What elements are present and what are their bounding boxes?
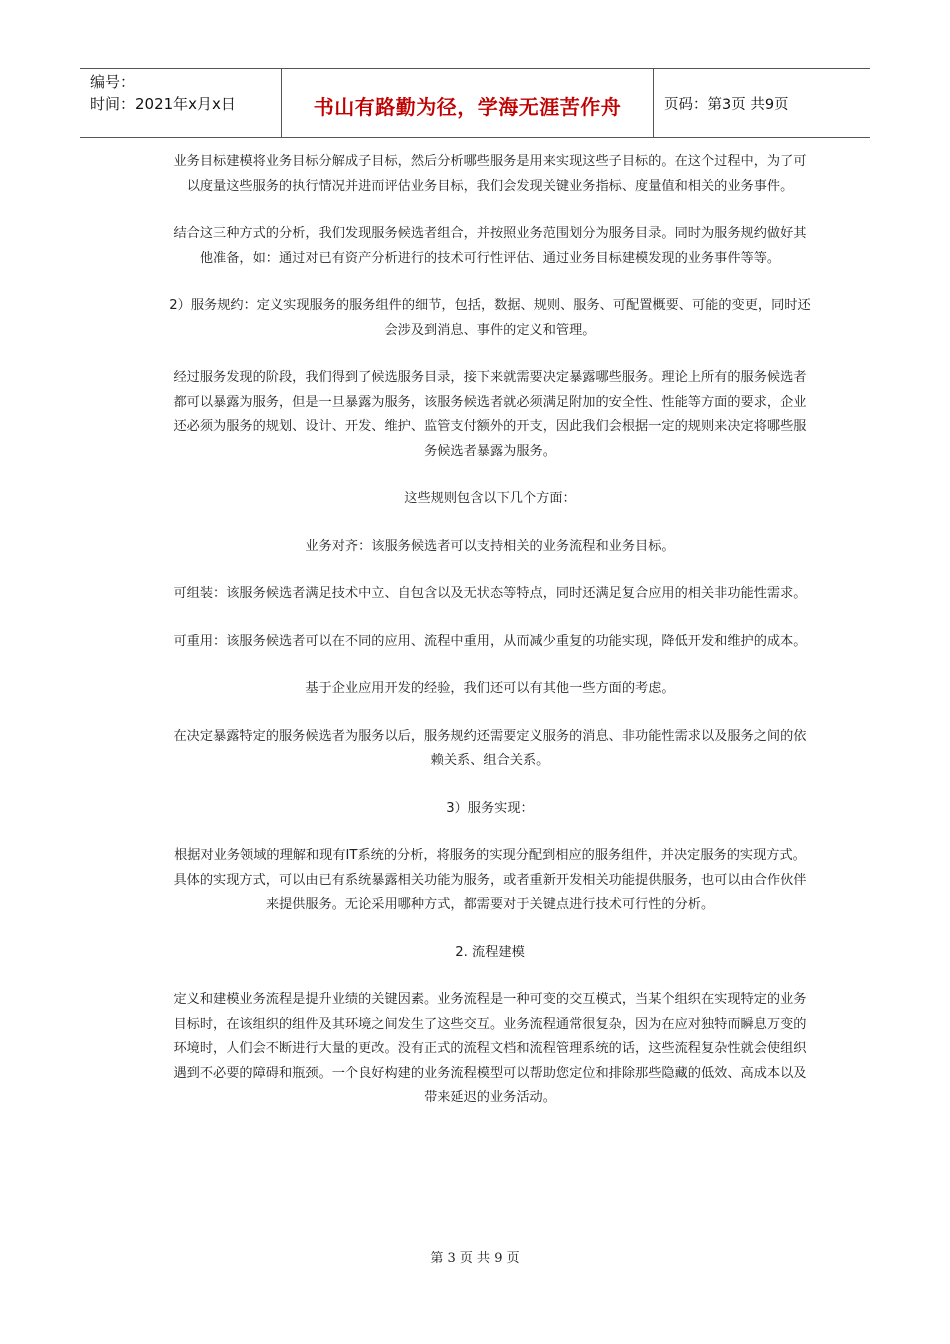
- heading-process-modeling: 2. 流程建模: [455, 944, 525, 960]
- paragraph-business-goal-modeling: 业务目标建模将业务目标分解成子目标，然后分析哪些服务是用来实现这些子目标的。在这个过程中，为了可以度量这些服务的执行情况并进而评估业务目标，我们会发现关键业务指标、度量值和相关的业务事件。: [173, 154, 807, 194]
- paragraph-composable: 可组装：该服务候选者满足技术中立、自包含以及无状态等特点，同时还满足复合应用的相关非功能性需求。: [173, 586, 807, 601]
- paragraph-rules-intro: 这些规则包含以下几个方面：: [404, 491, 576, 506]
- header-motto: 书山有路勤为径，学海无涯苦作舟: [282, 69, 654, 137]
- header-meta: [80, 69, 282, 137]
- paragraph-process-modeling: 定义和建模业务流程是提升业绩的关键因素。业务流程是一种可变的交互模式，当某个组织在实现特定的业务目标时，在该组织的组件及其环境之间发生了这些交互。业务流程通常很复杂，因为在应对独特而瞬息万变的环境时，人们会不断进行大量的更改。没有正式的流程文档和流程管理系统的话，这些流程复杂性就会使组织遇到不必要的障碍和瓶颈。一个良好构建的业务流程模型可以帮助您定位和排除那些隐藏的低效、高成本以及带来延迟的业务活动。: [173, 992, 807, 1105]
- header-page-number: 页码：第3页 共9页: [664, 96, 789, 113]
- paragraph-exposure-decision: 在决定暴露特定的服务候选者为服务以后，服务规约还需要定义服务的消息、非功能性需求以及服务之间的依赖关系、组合关系。: [173, 728, 807, 768]
- paragraph-service-exposure: 经过服务发现的阶段，我们得到了候选服务目录，接下来就需要决定暴露哪些服务。理论上所有的服务候选者都可以暴露为服务，但是一旦暴露为服务，该服务候选者就必须满足附加的安全性、性能等方面的要求，企业还必须为服务的规划、设计、开发、维护、监管支付额外的开支，因此我们会根据一定的规则来决定将哪些服务候选者暴露为服务。: [173, 370, 807, 459]
- document-time-label: 时间：2021年x月x日: [90, 95, 236, 113]
- heading-service-implementation: 3）服务实现：: [446, 800, 534, 816]
- paragraph-reusable: 可重用：该服务候选者可以在不同的应用、流程中重用，从而减少重复的功能实现，降低开发和维护的成本。: [173, 633, 807, 649]
- paragraph-analysis-summary: 结合这三种方式的分析，我们发现服务候选者组合，并按照业务范围划分为服务目录。同时为服务规约做好其他准备，如：通过对已有资产分析进行的技术可行性评估、通过业务目标建模发现的业务事件等等。: [173, 226, 807, 266]
- paragraph-implementation-details: 根据对业务领域的理解和现有IT系统的分析，将服务的实现分配到相应的服务组件，并决定服务的实现方式。具体的实现方式，可以由已有系统暴露相关功能为服务，或者重新开发相关功能提供服务，也可以由合作伙伴来提供服务。无论采用哪种方式，都需要对于关键点进行技术可行性的分析。: [173, 848, 807, 912]
- document-number-label: 编号：: [90, 73, 136, 91]
- document-body: [168, 150, 812, 1134]
- page-footer: 第 3 页 共 9 页: [430, 1251, 520, 1266]
- paragraph-business-alignment: 业务对齐：该服务候选者可以支持相关的业务流程和业务目标。: [305, 538, 675, 554]
- paragraph-service-specification: 2）服务规约：定义实现服务的服务组件的细节，包括，数据、规则、服务、可配置概要、可能的变更，同时还会涉及到消息、事件的定义和管理。: [169, 298, 811, 338]
- page-header: [80, 68, 870, 138]
- paragraph-experience: 基于企业应用开发的经验，我们还可以有其他一些方面的考虑。: [305, 681, 675, 696]
